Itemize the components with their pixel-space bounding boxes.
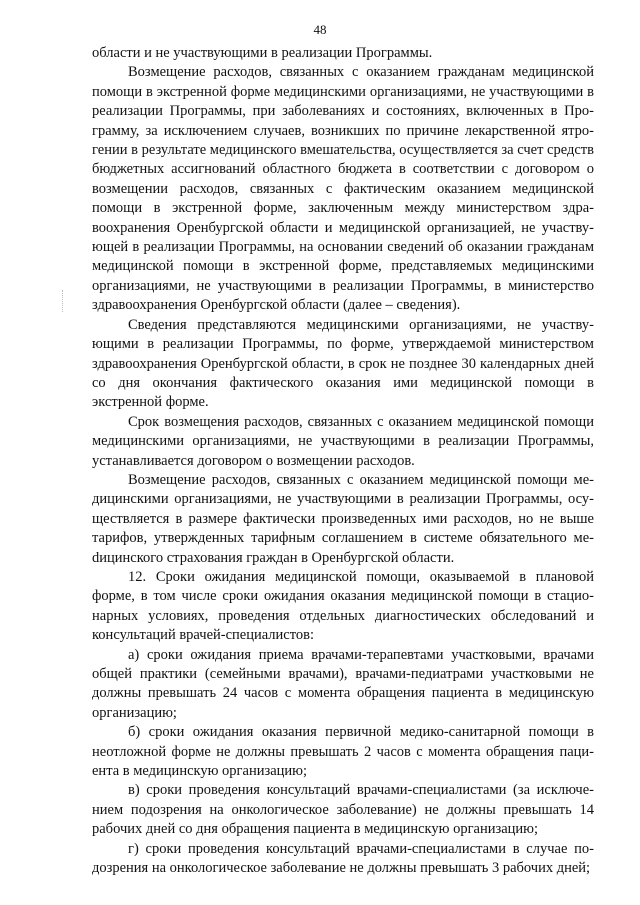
list-item-g: г) сроки проведения консультаций врачами-специалистами в случае подозрения на онкологическое заболевание не должны превышать 3 рабочих дней; bbox=[92, 840, 594, 877]
document-body bbox=[92, 44, 594, 878]
paragraph-information: Сведения представляются медицинскими организациями, не участвующими в реализации Программы, по форме, утверждаемой министерством здравоохранения Оренбургской области, в срок не позднее 30 календарных дней со дня окончания фактического оказания ими медицинской помощи в экстренной форме. bbox=[92, 316, 594, 411]
paragraph-reimbursement-term: Срок возмещения расходов, связанных с оказанием медицинской помощи медицинскими организациями, не участвующими в реализации Программы, устанавливается договором о возмещении расходов. bbox=[92, 413, 594, 469]
list-item-b: б) сроки ожидания оказания первичной медико-санитарной помощи в неотложной форме не должны превышать 2 часов с момента обращения пациента в медицинскую организацию; bbox=[92, 724, 594, 780]
margin-mark bbox=[62, 290, 64, 312]
paragraph-section-12: 12. Сроки ожидания медицинской помощи, оказываемой в плановой форме, в том числе сроки ожидания оказания медицинской помощи в стационарных условиях, проведения отдельных диагностических обследований и консультаций врачей-специалистов: bbox=[92, 568, 594, 644]
paragraph-reimbursement: Возмещение расходов, связанных с оказанием гражданам медицинской помощи в экстренной форме медицинскими организациями, не участвующими в реализации Программы, при заболеваниях и состояниях, включенных в Программу, за исключением случаев, возникших по причине лекарственной ятрогении в результате медицинского вмешательства, осуществляется за счет средств бюджетных ассигнований областного бюджета в соответствии с договором о возмещении расходов, связанных с фактическим оказанием медицинской помощи в экстренной форме, заключенным между министерством здравоохранения Оренбургской области и медицинской организацией, не участвующей в реализации Программы, на основании сведений об оказании гражданам медицинской помощи в экстренной форме, представляемых медицинскими организациями, не участвующими в реализации Программы, в министерство здравоохранения Оренбургской области (далее – сведения). bbox=[92, 64, 594, 314]
paragraph-continuation: области и не участвующими в реализации Программы. bbox=[92, 45, 433, 61]
page-number: 48 bbox=[313, 22, 327, 37]
paragraph-reimbursement-amount: Возмещение расходов, связанных с оказанием медицинской помощи медицинскими организациями, не участвующими в реализации Программы, осуществляется в размере фактически произведенных ими расходов, но не выше тарифов, утвержденных тарифным соглашением в системе обязательного меdицинского страхования граждан в Оренбургской области. bbox=[92, 471, 594, 566]
list-item-a: а) сроки ожидания приема врачами-терапевтами участковыми, врачами общей практики (семейными врачами), врачами-педиатрами участковыми не должны превышать 24 часов с момента обращения пациента в медицинскую организацию; bbox=[92, 646, 594, 721]
list-item-v: в) сроки проведения консультаций врачами-специалистами (за исключением подозрения на онкологическое заболевание) не должны превышать 14 рабочих дней со дня обращения пациента в медицинскую организацию; bbox=[92, 782, 594, 838]
